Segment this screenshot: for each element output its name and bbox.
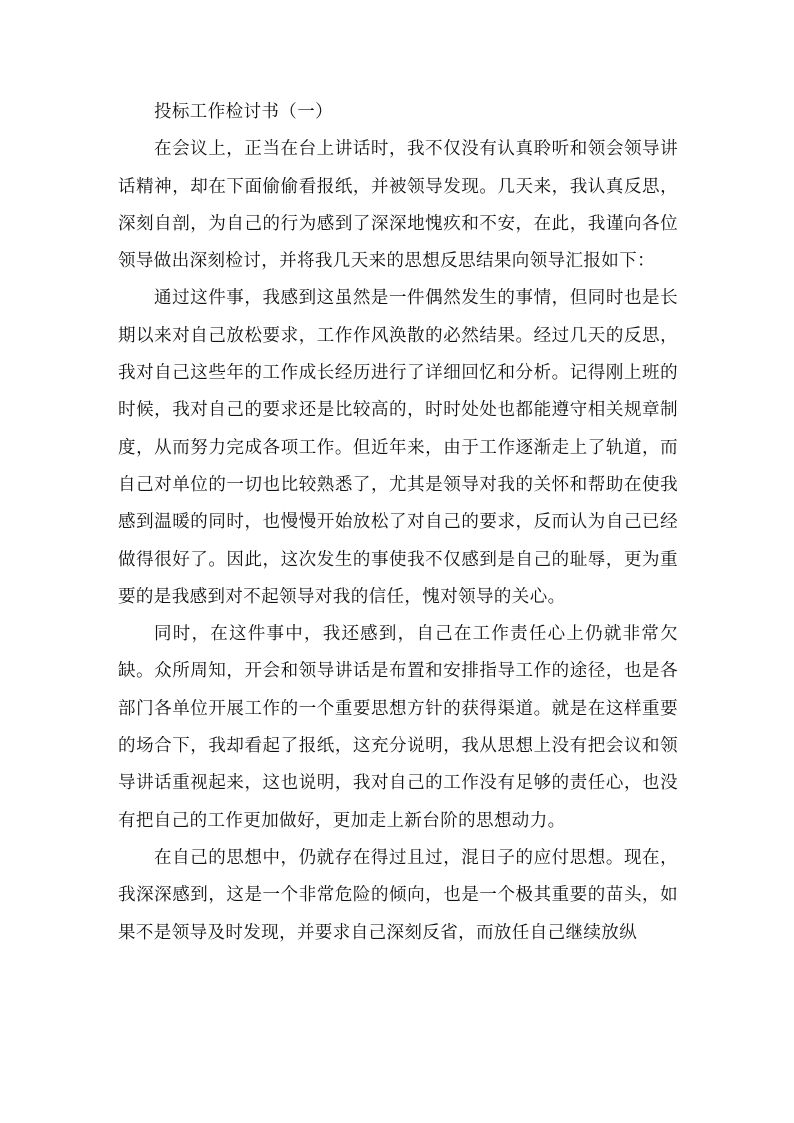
- paragraph-3: 同时，在这件事中，我还感到，自己在工作责任心上仍就非常欠缺。众所周知，开会和领导讲话是布置和安排指导工作的途径，也是各部门各单位开展工作的一个重要思想方针的获得渠道。就是在这样重要的场合下，我却看起了报纸，这充分说明，我从思想上没有把会议和领导讲话重视起来，这也说明，我对自己的工作没有足够的责任心，也没有把自己的工作更加做好，更加走上新台阶的思想动力。: [118, 624, 678, 831]
- paragraph-1: 在会议上，正当在台上讲话时，我不仅没有认真聆听和领会领导讲话精神，却在下面偷偷看报纸，并被领导发现。几天来，我认真反思，深刻自剖，为自己的行为感到了深深地愧疚和不安，在此，我谨向各位领导做出深刻检讨，并将我几天来的思想反思结果向领导汇报如下：: [118, 139, 678, 272]
- document-title: 投标工作检讨书（一）: [154, 102, 333, 122]
- paragraph-2: 通过这件事，我感到这虽然是一件偶然发生的事情，但同时也是长期以来对自己放松要求，工作作风涣散的必然结果。经过几天的反思，我对自己这些年的工作成长经历进行了详细回忆和分析。记得刚上班的时候，我对自己的要求还是比较高的，时时处处也都能遵守相关规章制度，从而努力完成各项工作。但近年来，由于工作逐渐走上了轨道，而自己对单位的一切也比较熟悉了，尤其是领导对我的关怀和帮助在使我感到温暖的同时，也慢慢开始放松了对自己的要求，反而认为自己已经做得很好了。因此，这次发生的事使我不仅感到是自己的耻辱，更为重要的是我感到对不起领导对我的信任，愧对领导的关心。: [118, 288, 678, 607]
- document-body: [118, 94, 678, 952]
- paragraph-4: 在自己的思想中，仍就存在得过且过，混日子的应付思想。现在，我深深感到，这是一个非常危险的倾向，也是一个极其重要的苗头，如果不是领导及时发现，并要求自己深刻反省，而放任自己继续放纵: [118, 847, 678, 943]
